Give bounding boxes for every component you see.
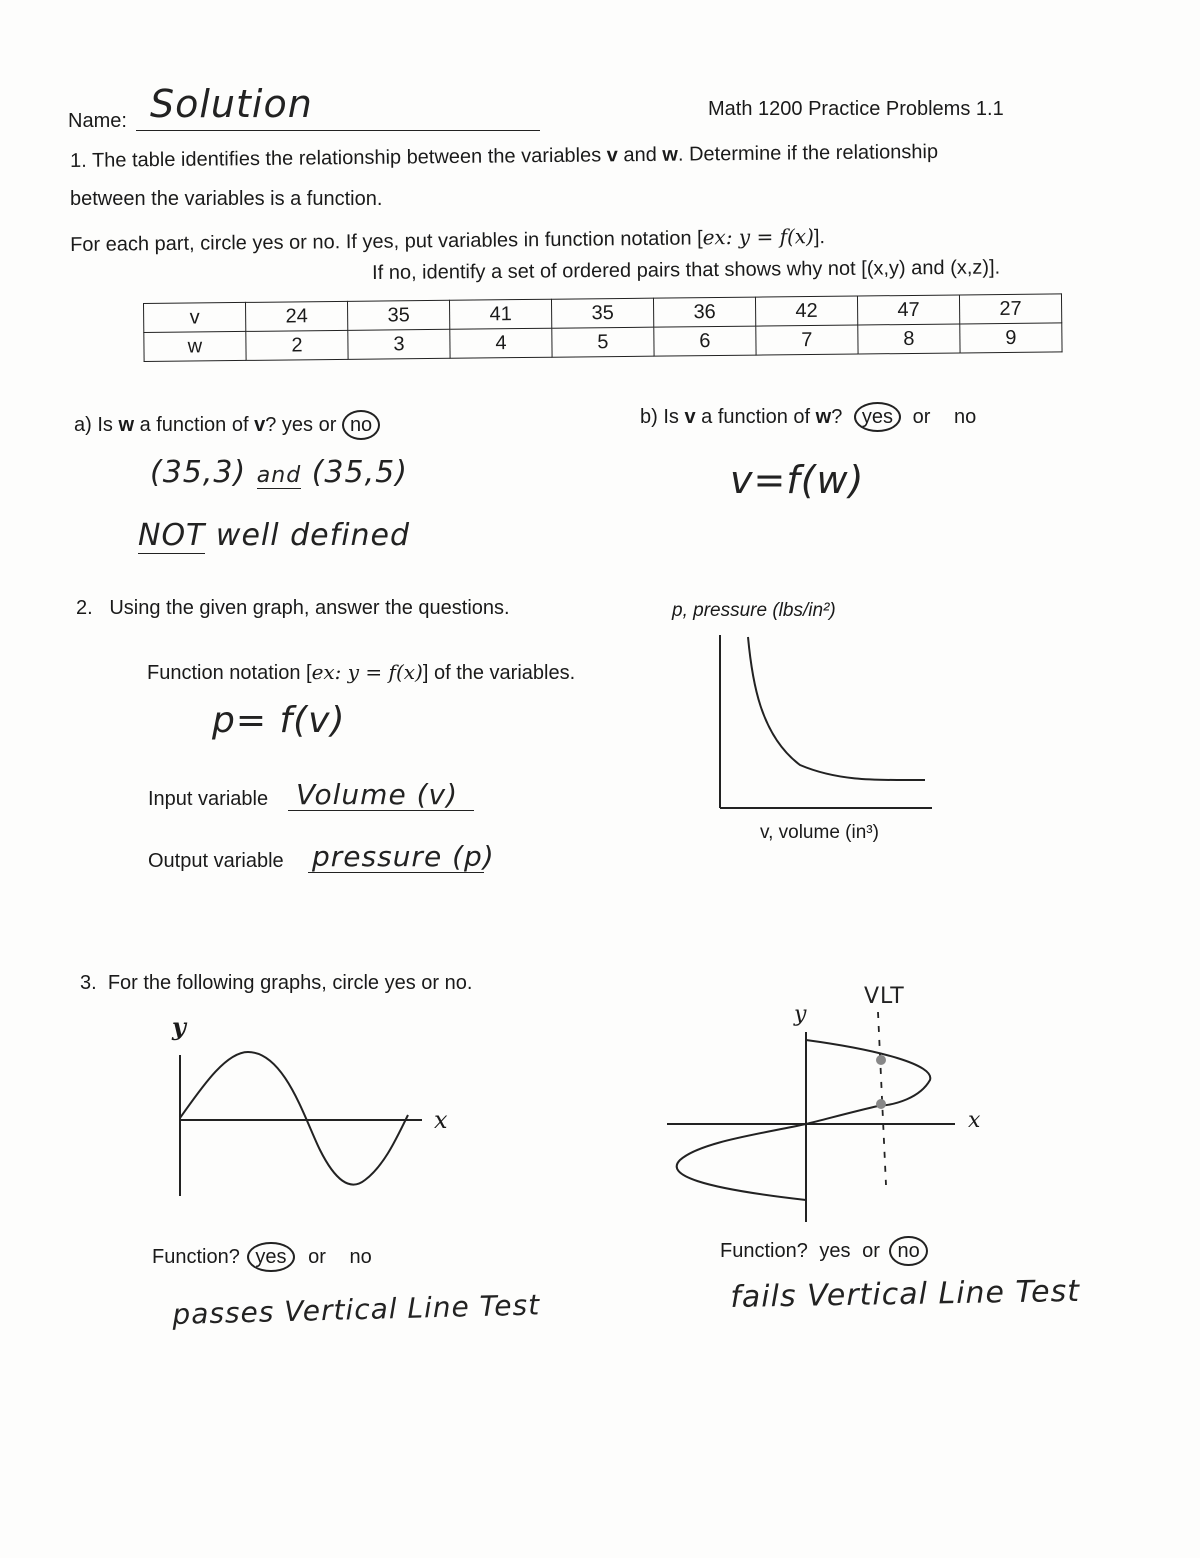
left-no: no [349,1246,372,1268]
left-function-row [152,1242,372,1272]
part-b-answer: v=f(w) [730,458,865,502]
part-b-mid: a function of [695,406,816,428]
q2-notation-pre: Function notation [ [147,662,312,684]
right-function-row [720,1236,928,1266]
part-a-circled-no: no [342,410,380,440]
q1-prompt-post: . Determine if the relationship [677,140,939,166]
table-cell: 9 [960,323,1062,353]
part-a-w: w [118,414,135,436]
well-defined: well defined [205,518,411,553]
part-b-end: ? [831,406,843,428]
table-cell: 3 [348,329,450,359]
left-function-label: Function? [152,1246,240,1268]
table-cell: 47 [857,295,959,325]
sideways-curve [677,1040,931,1200]
pair-1: (35,3) [150,455,247,490]
q3-prompt-text: For the following graphs, circle yes or no. [107,972,473,994]
part-b-circled-yes: yes [854,402,901,432]
part-b-or: or [912,406,931,428]
q3-number: 3. [80,972,97,994]
part-b-no: no [953,406,977,428]
part-a-question [74,410,380,440]
q2-notation-math: ex: y = f(x) [311,660,423,684]
left-graph-x-label: x [434,1106,448,1134]
q3-prompt [80,972,472,995]
right-or: or [862,1240,880,1262]
name-value: Solution [150,82,313,126]
q2-output-label: Output variable [148,850,284,872]
vw-table [143,293,1063,362]
name-label: Name: [68,110,127,132]
pv-curve [748,637,925,780]
q2-input-answer: Volume (v) [296,778,458,811]
left-answer: passes Vertical Line Test [172,1288,541,1331]
right-answer: fails Vertical Line Test [730,1273,1081,1315]
part-b-label: b) Is [640,406,685,428]
part-b-w: w [815,406,832,428]
table-cell: 36 [653,297,755,327]
table-cell: 2 [246,330,348,360]
right-yes: yes [819,1240,851,1262]
q1-instructions-line1 [70,224,825,257]
q1-instr-end: ]. [813,226,826,249]
left-or: or [308,1246,326,1268]
vlt-intersection-bottom [876,1099,886,1109]
part-a-v: v [254,414,266,436]
q2-number: 2. [76,597,93,619]
part-a-end: ? yes or [265,414,337,436]
pair-2: (35,5) [311,455,408,490]
q1-prompt-and: and [617,143,663,167]
part-a-answer-not-defined [138,518,410,553]
right-circled-no: no [889,1236,927,1266]
table-cell: 27 [959,294,1061,324]
right-graph-x-label: x [968,1108,981,1133]
part-a-answer-pairs [150,455,408,490]
q2-output-answer: pressure (p) [312,840,495,873]
vlt-intersection-top [876,1055,886,1065]
left-circled-yes: yes [247,1242,294,1272]
right-function-label: Function? [720,1240,808,1262]
part-a-mid: a function of [134,414,255,436]
q1-number: 1. [70,149,87,172]
q2-notation-prompt [147,660,575,685]
name-line [136,130,540,131]
table-header-v: v [144,302,246,332]
vlt-dashed-line [878,1012,886,1185]
q1-var-w: w [662,143,679,166]
volume-axis-label: v, volume (in³) [760,822,879,843]
part-b-v: v [684,406,696,428]
q1-instructions-line2: If no, identify a set of ordered pairs that shows why not [(x,y) and (x,z)]. [372,256,1001,284]
part-a-label: a) Is [74,414,119,436]
pair-and: and [256,463,302,488]
right-graph-y-label: y [794,1002,807,1027]
q1-prompt-line2: between the variables is a function. [70,188,383,210]
table-cell: 6 [654,326,756,356]
table-cell: 35 [551,298,653,328]
table-cell: 7 [756,325,858,355]
q1-prompt-pre: The table identifies the relationship between the variables [91,144,607,172]
part-b-question [640,402,976,432]
table-cell: 5 [552,327,654,357]
sine-curve [180,1052,408,1185]
vlt-label: VLT [864,984,905,1009]
course-title: Math 1200 Practice Problems 1.1 [708,98,1004,120]
q2-input-label: Input variable [148,788,269,810]
table-cell: 24 [245,301,347,331]
table-header-w: w [144,331,246,361]
table-cell: 4 [450,328,552,358]
q1-prompt [70,141,938,173]
not-word: NOT [138,518,206,553]
pressure-axis-label: p, pressure (lbs/in²) [672,600,836,621]
q2-prompt-text: Using the given graph, answer the questions. [109,597,510,619]
table-cell: 35 [347,300,449,330]
q1-var-v: v [606,144,618,167]
q2-prompt [76,597,510,620]
table-cell: 42 [755,296,857,326]
q2-notation-post: ] of the variables. [422,662,576,684]
q1-instr-text: For each part, circle yes or no. If yes, put variables in function notation [ [70,227,703,256]
table-cell: 41 [449,299,551,329]
table-cell: 8 [858,324,960,354]
left-graph-y-label: y [172,1012,186,1041]
q2-notation-answer: p= f(v) [212,700,346,741]
q1-instr-math: ex: y = f(x) [702,224,815,250]
